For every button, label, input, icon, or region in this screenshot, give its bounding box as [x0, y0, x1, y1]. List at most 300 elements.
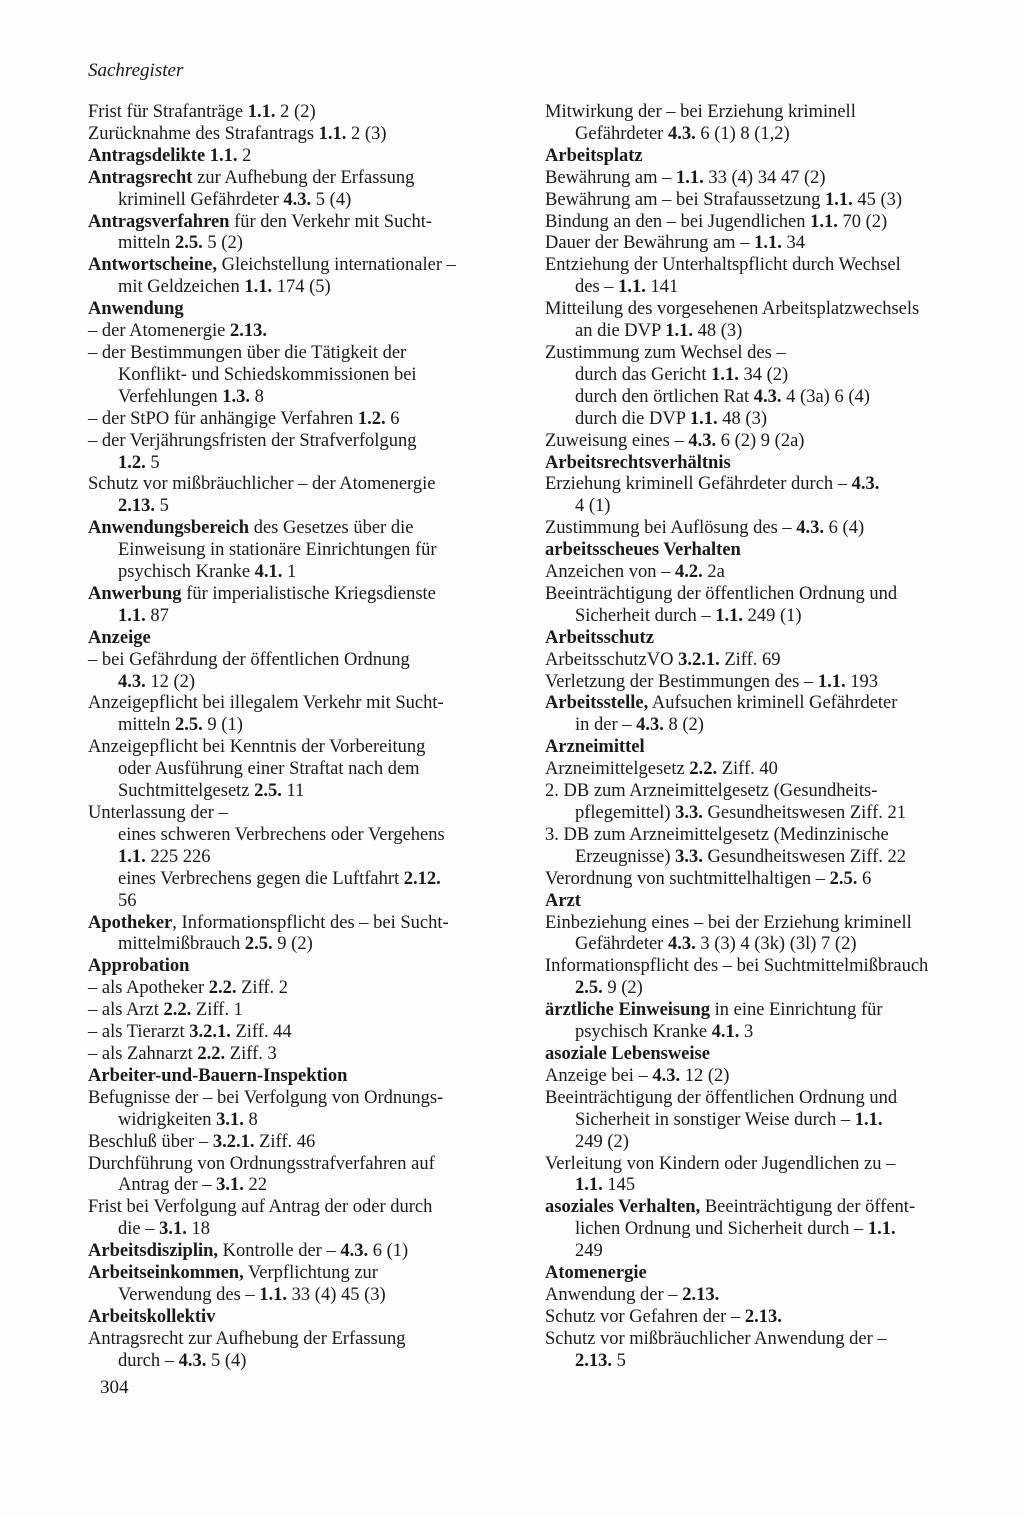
index-entry: [88, 1044, 528, 1066]
index-entry: [88, 540, 528, 562]
index-text: Gefährdeter: [575, 123, 668, 144]
index-text: der Verjährungsfristen der Strafverfolgung: [101, 430, 417, 451]
index-ref: 2.13.: [682, 1284, 720, 1305]
index-text: 2: [237, 145, 252, 166]
index-entry: [88, 1154, 528, 1176]
index-text: Ziff. 3: [225, 1043, 277, 1064]
index-entry: [88, 124, 528, 146]
index-text: pflegemittel): [575, 803, 676, 823]
index-ref: 1.3.: [222, 386, 251, 407]
index-text: 33 (4) 34 47 (2): [703, 167, 826, 188]
index-ref: asoziales Verhalten,: [545, 1197, 701, 1218]
index-text: 87: [145, 605, 169, 626]
index-text: , Informationspflicht des – bei Sucht-: [172, 912, 449, 933]
index-entry: [88, 474, 528, 496]
index-ref: Arbeitsplatz: [545, 145, 643, 166]
index-text: 174 (5): [272, 277, 331, 298]
index-entry: [545, 102, 985, 124]
index-entry: [88, 650, 528, 672]
index-entry: [88, 299, 528, 321]
index-text: Erzeugnisse): [575, 846, 676, 867]
index-text: der StPO für anhängige Verfahren: [101, 408, 358, 429]
index-ref: 1.1.: [247, 102, 276, 122]
index-ref: 1.1.: [676, 167, 704, 188]
index-text: für imperialistische Kriegsdienste: [181, 583, 436, 604]
index-text: 4 (3a) 6 (4): [781, 386, 870, 407]
index-ref: 3.1.: [216, 1109, 244, 1130]
index-ref: 1.1.: [118, 605, 146, 626]
index-entry: [545, 1044, 985, 1066]
index-entry: [545, 409, 985, 431]
index-entry: [88, 869, 528, 891]
index-ref: 1.1.: [618, 277, 646, 298]
index-entry: [88, 496, 528, 518]
index-ref: 2.2.: [689, 759, 718, 780]
index-entry: [88, 956, 528, 978]
index-text: 5 (4): [206, 1350, 247, 1371]
index-ref: 2.13.: [744, 1306, 782, 1327]
index-entry: [88, 737, 528, 759]
index-text: eines Verbrechens gegen die Luftfahrt: [118, 868, 404, 889]
index-text: durch den örtlichen Rat: [575, 386, 754, 407]
index-ref: arbeitsscheues Verhalten: [545, 540, 741, 561]
index-text: Beeinträchtigung der öffentlichen Ordnung und: [545, 583, 898, 604]
index-ref: 4.3.: [283, 189, 312, 210]
index-text: Verordnung von suchtmittelhaltigen –: [545, 868, 830, 889]
index-entry: [545, 1241, 985, 1263]
index-text: in der –: [575, 715, 637, 736]
index-entry: [545, 233, 985, 255]
index-text: Informationspflicht des – bei Suchtmittelmißbrauch: [545, 956, 929, 977]
index-entry: [545, 1175, 985, 1197]
index-ref: 1.1.: [715, 605, 743, 626]
index-text: 3 (3) 4 (3k) (3l) 7 (2): [695, 934, 857, 955]
index-text: Antragsrecht zur Aufhebung der Erfassung: [88, 1328, 406, 1349]
index-ref: Antwortscheine,: [88, 255, 217, 276]
index-entry: [88, 847, 528, 869]
index-text: Mitteilung des vorgesehenen Arbeitsplatzwechsels: [545, 299, 920, 320]
index-ref: Anwendung: [88, 299, 184, 320]
index-ref: Arzt: [545, 890, 581, 911]
index-entry: [88, 584, 528, 606]
index-text: der Bestimmungen über die Tätigkeit der: [101, 342, 407, 363]
index-entry: [545, 956, 985, 978]
index-entry: [88, 1110, 528, 1132]
index-text: 22: [243, 1175, 267, 1196]
index-text: Anzeigepflicht bei illegalem Verkehr mit Sucht-: [88, 693, 444, 714]
index-ref: 1.2.: [118, 452, 146, 473]
index-entry: [545, 474, 985, 496]
index-text: mitteln: [118, 715, 176, 736]
index-text: 6 (1): [368, 1241, 409, 1262]
index-text: Ziff. 44: [230, 1022, 292, 1043]
index-ref: Arbeitskollektiv: [88, 1306, 216, 1327]
index-text: 1: [282, 562, 297, 583]
index-text: Frist für Strafanträge: [88, 102, 248, 122]
index-text: Verletzung der Bestimmungen des –: [545, 671, 818, 692]
index-text: die –: [118, 1219, 160, 1240]
index-ref: 4.3.: [636, 715, 664, 736]
index-text: widrigkeiten: [118, 1109, 217, 1130]
index-text: Gefährdeter: [575, 934, 668, 955]
index-entry: [88, 1329, 528, 1351]
index-entry: [88, 102, 528, 124]
index-ref: 4.1.: [711, 1022, 740, 1043]
index-text: als Apotheker: [101, 978, 209, 999]
index-entry: [545, 978, 985, 1000]
index-ref: 3.2.1.: [212, 1131, 255, 1152]
index-text: lichen Ordnung und Sicherheit durch –: [575, 1219, 868, 1240]
index-ref: 4.3.: [851, 474, 880, 495]
index-text: Beeinträchtigung der öffent-: [700, 1197, 916, 1218]
index-entry: [545, 1132, 985, 1154]
index-text: kriminell Gefährdeter: [118, 189, 284, 210]
index-text: Verwendung des –: [118, 1284, 260, 1305]
index-entry: [88, 1307, 528, 1329]
index-ref: 4.3.: [118, 671, 146, 692]
index-text: 5 (2): [202, 233, 243, 254]
index-entry: [88, 190, 528, 212]
index-entry: [545, 540, 985, 562]
index-entry: [88, 255, 528, 277]
index-entry: [545, 1088, 985, 1110]
index-entry: [88, 168, 528, 190]
index-text: 33 (4) 45 (3): [287, 1284, 386, 1305]
index-ref: 2.5.: [829, 868, 858, 889]
index-text: bei Gefährdung der öffentlichen Ordnung: [101, 649, 410, 670]
index-ref: 1.1.: [575, 1175, 603, 1196]
index-entry: [88, 1241, 528, 1263]
index-ref: 1.1.: [118, 846, 146, 867]
index-ref: 4.3.: [753, 386, 782, 407]
index-entry: [545, 1329, 985, 1351]
index-entry: [88, 387, 528, 409]
index-ref: Anzeige: [88, 627, 151, 648]
index-ref: Arbeitsstelle,: [545, 693, 649, 714]
index-ref: Anwerbung: [88, 583, 182, 604]
index-entry: [545, 1219, 985, 1241]
index-ref: 1.1.: [244, 277, 273, 298]
index-text: Antrag der –: [118, 1175, 217, 1196]
index-ref: 3.3.: [675, 803, 703, 823]
index-text: 3. DB zum Arzneimittelgesetz (Medinzinische: [545, 824, 889, 845]
index-text: 145: [602, 1175, 636, 1196]
index-entry: [88, 693, 528, 715]
index-ref: 2.5.: [575, 978, 603, 999]
index-entry: [545, 343, 985, 365]
index-ref: Arbeitsschutz: [545, 627, 654, 648]
running-head: Sachregister: [88, 60, 184, 81]
index-text: 6: [385, 408, 400, 429]
index-entry: [88, 1351, 528, 1373]
index-entry: [545, 803, 985, 825]
index-ref: Atomenergie: [545, 1263, 647, 1284]
index-text: 8 (2): [663, 715, 704, 736]
index-text: 5: [155, 496, 169, 517]
index-ref: Arbeiter-und-Bauern-Inspektion: [88, 1065, 348, 1086]
index-text: als Tierarzt: [101, 1022, 190, 1043]
index-entry: [545, 212, 985, 234]
index-text: 34 (2): [738, 364, 789, 385]
index-ref: 4.3.: [667, 123, 696, 144]
index-entry: [545, 781, 985, 803]
index-text: Dauer der Bewährung am –: [545, 233, 755, 254]
index-entry: [545, 759, 985, 781]
index-text: Ziff. 46: [254, 1131, 316, 1152]
index-text: 48 (3): [717, 408, 767, 429]
index-entry: [545, 825, 985, 847]
index-text: als Arzt: [101, 1000, 164, 1021]
index-text: des Gesetzes über die: [249, 518, 414, 539]
index-entry: [545, 255, 985, 277]
index-entry: [545, 1066, 985, 1088]
index-entry: [88, 233, 528, 255]
index-text: 12 (2): [145, 671, 196, 692]
index-entry: [88, 562, 528, 584]
index-ref: 1.1.: [754, 233, 782, 254]
index-text: des –: [575, 277, 619, 298]
index-ref: Arbeitsdisziplin,: [88, 1241, 219, 1262]
index-text: Frist bei Verfolgung auf Antrag der oder durch: [88, 1197, 433, 1218]
index-text: Schutz vor mißbräuchlicher Anwendung der –: [545, 1328, 887, 1349]
index-text: Zurücknahme des Strafantrags: [88, 123, 319, 144]
index-ref: 2.12.: [403, 868, 441, 889]
index-entry: [545, 606, 985, 628]
index-text: Gesundheitswesen Ziff. 22: [702, 846, 907, 867]
index-text: durch das Gericht: [575, 364, 712, 385]
index-entry: [88, 1263, 528, 1285]
index-text: Anwendung der –: [545, 1284, 683, 1305]
index-entry: [545, 584, 985, 606]
index-ref: 3.1.: [216, 1175, 244, 1196]
index-text: eines schweren Verbrechens oder Vergehens: [118, 824, 445, 845]
index-text: Zustimmung bei Auflösung des –: [545, 518, 797, 539]
index-text: ArbeitsschutzVO: [545, 649, 679, 670]
index-text: Erziehung kriminell Gefährdeter durch –: [545, 474, 852, 495]
index-text: 6 (4): [824, 518, 865, 539]
index-entry: [88, 212, 528, 234]
index-text: Unterlassung der –: [88, 803, 228, 823]
index-entry: [545, 496, 985, 518]
index-entry: [88, 453, 528, 475]
index-text: der Atomenergie: [101, 321, 230, 342]
index-ref: 2.2.: [208, 978, 237, 999]
index-entry: [88, 277, 528, 299]
index-entry: [88, 803, 528, 825]
index-ref: 4.3.: [688, 430, 717, 451]
index-text: Verleitung von Kindern oder Jugendlichen zu –: [545, 1153, 896, 1174]
index-text: Suchtmittelgesetz: [118, 781, 255, 802]
index-ref: 2.5.: [244, 934, 273, 955]
index-text: Gleichstellung internationaler –: [216, 255, 456, 276]
index-ref: 1.1.: [689, 408, 718, 429]
index-text: Bewährung am – bei Strafaussetzung: [545, 189, 825, 210]
index-text: Arzneimittelgesetz: [545, 759, 690, 780]
index-ref: Antragsrecht: [88, 167, 193, 188]
index-entry: [88, 934, 528, 956]
index-entry: [88, 1132, 528, 1154]
index-text: mit Geldzeichen: [118, 277, 245, 298]
index-text: an die DVP: [575, 321, 666, 342]
index-text: Einweisung in stationäre Einrichtungen für: [118, 540, 437, 561]
index-entry: [545, 1285, 985, 1307]
index-ref: 1.1.: [817, 671, 846, 692]
index-entry: [545, 1022, 985, 1044]
page-number: 304: [100, 1377, 129, 1398]
index-entry: [545, 562, 985, 584]
index-ref: 2.13.: [229, 321, 267, 342]
index-ref: Arzneimittel: [545, 737, 645, 758]
index-ref: 2.13.: [118, 496, 155, 517]
index-entry: [545, 715, 985, 737]
index-entry: [88, 715, 528, 737]
index-text: 4 (1): [575, 496, 611, 517]
index-ref: 1.1.: [711, 364, 739, 385]
index-text: Bewährung am –: [545, 167, 677, 188]
index-entry: [88, 1175, 528, 1197]
index-ref: 4.3.: [340, 1241, 369, 1262]
index-text: mittelmißbrauch: [118, 934, 245, 955]
index-text: psychisch Kranke: [118, 562, 255, 583]
index-entry: [88, 1000, 528, 1022]
index-text: Sicherheit in sonstiger Weise durch –: [575, 1109, 855, 1130]
index-column-right: [545, 102, 985, 1373]
index-entry: [88, 913, 528, 935]
index-text: 3: [739, 1022, 754, 1043]
index-entry: [88, 759, 528, 781]
index-entry: [545, 891, 985, 913]
index-text: 11: [281, 781, 305, 802]
index-text: Entziehung der Unterhaltspflicht durch Wechsel: [545, 255, 901, 276]
index-text: für den Verkehr mit Sucht-: [229, 211, 433, 232]
index-text: zur Aufhebung der Erfassung: [192, 167, 415, 188]
index-ref: Antragsdelikte 1.1.: [88, 145, 238, 166]
index-entry: [88, 343, 528, 365]
index-entry: [545, 628, 985, 650]
index-entry: [88, 1219, 528, 1241]
index-ref: 4.3.: [667, 934, 696, 955]
index-text: psychisch Kranke: [575, 1022, 712, 1043]
index-ref: 3.1.: [159, 1219, 187, 1240]
index-text: Einbeziehung eines – bei der Erziehung kriminell: [545, 912, 912, 933]
index-entry: [545, 190, 985, 212]
index-text: 193: [845, 671, 878, 692]
index-entry: [545, 1154, 985, 1176]
index-ref: Arbeitseinkommen,: [88, 1263, 244, 1284]
index-entry: [545, 650, 985, 672]
index-text: Sicherheit durch –: [575, 605, 716, 626]
index-text: in eine Einrichtung für: [709, 1000, 883, 1021]
index-entry: [545, 672, 985, 694]
index-ref: 3.2.1.: [189, 1022, 231, 1043]
index-entry: [88, 1285, 528, 1307]
index-text: 9 (2): [272, 934, 313, 955]
index-entry: [545, 124, 985, 146]
index-text: mitteln: [118, 233, 176, 254]
index-ref: Anwendungsbereich: [88, 518, 250, 539]
index-ref: ärztliche Einweisung: [545, 1000, 710, 1021]
index-text: Zustimmung zum Wechsel des –: [545, 342, 786, 363]
index-entry: [88, 978, 528, 1000]
index-entry: [545, 518, 985, 540]
index-entry: [545, 1351, 985, 1373]
index-entry: [545, 453, 985, 475]
index-ref: Antragsverfahren: [88, 211, 230, 232]
index-text: durch –: [118, 1350, 179, 1371]
index-entry: [88, 825, 528, 847]
index-text: Aufsuchen kriminell Gefährdeter: [648, 693, 898, 714]
index-text: 8: [250, 386, 264, 407]
index-entry: [545, 913, 985, 935]
index-text: oder Ausführung einer Straftat nach dem: [118, 759, 420, 780]
index-entry: [88, 891, 528, 913]
index-ref: 2.2.: [197, 1043, 226, 1064]
index-text: 5: [612, 1350, 626, 1371]
index-entry: [545, 934, 985, 956]
index-text: 45 (3): [852, 189, 903, 210]
index-text: 48 (3): [693, 321, 743, 342]
index-entry: [545, 693, 985, 715]
index-ref: Arbeitsrechtsverhältnis: [545, 452, 731, 473]
index-text: 18: [186, 1219, 210, 1240]
index-ref: 1.1.: [854, 1109, 883, 1130]
index-text: 6: [857, 868, 872, 889]
index-ref: Approbation: [88, 956, 190, 977]
index-entry: [545, 365, 985, 387]
index-text: Schutz vor mißbräuchlicher – der Atomenergie: [88, 474, 436, 495]
index-ref: 1.1.: [259, 1284, 288, 1305]
index-text: 9 (2): [602, 978, 643, 999]
index-text: Bindung an den – bei Jugendlichen: [545, 211, 811, 232]
index-text: Anzeichen von –: [545, 562, 675, 583]
index-text: 70 (2): [837, 211, 888, 232]
index-entry: [545, 847, 985, 869]
index-entry: [88, 672, 528, 694]
index-ref: 4.2.: [674, 562, 703, 583]
index-ref: 3.2.1.: [678, 649, 720, 670]
index-ref: asoziale Lebensweise: [545, 1043, 710, 1064]
index-text: Konflikt- und Schiedskommissionen bei: [118, 364, 417, 385]
index-entry: [88, 365, 528, 387]
index-entry: [545, 1110, 985, 1132]
index-ref: 4.3.: [796, 518, 825, 539]
index-column-left: [88, 102, 528, 1373]
index-text: Befugnisse der – bei Verfolgung von Ordnungs-: [88, 1087, 444, 1108]
index-text: Zuweisung eines –: [545, 430, 689, 451]
index-entry: [545, 431, 985, 453]
index-text: 2. DB zum Arzneimittelgesetz (Gesundheits-: [545, 781, 878, 802]
index-text: 249: [575, 1241, 603, 1262]
index-entry: [545, 737, 985, 759]
index-entry: [88, 1066, 528, 1088]
index-text: 5 (4): [311, 189, 352, 210]
index-ref: 4.3.: [178, 1350, 207, 1371]
index-text: Anzeige bei –: [545, 1065, 653, 1086]
index-entry: [88, 518, 528, 540]
index-entry: [545, 1000, 985, 1022]
index-entry: [88, 1088, 528, 1110]
index-entry: [545, 321, 985, 343]
index-ref: 2.13.: [575, 1350, 612, 1371]
index-entry: [545, 387, 985, 409]
index-text: durch die DVP: [575, 408, 690, 429]
index-text: Verpflichtung zur: [243, 1263, 378, 1284]
index-entry: [88, 146, 528, 168]
index-ref: 2.5.: [175, 715, 203, 736]
index-text: Mitwirkung der – bei Erziehung kriminell: [545, 102, 856, 122]
index-text: 225 226: [145, 846, 211, 867]
index-ref: 3.3.: [675, 846, 703, 867]
